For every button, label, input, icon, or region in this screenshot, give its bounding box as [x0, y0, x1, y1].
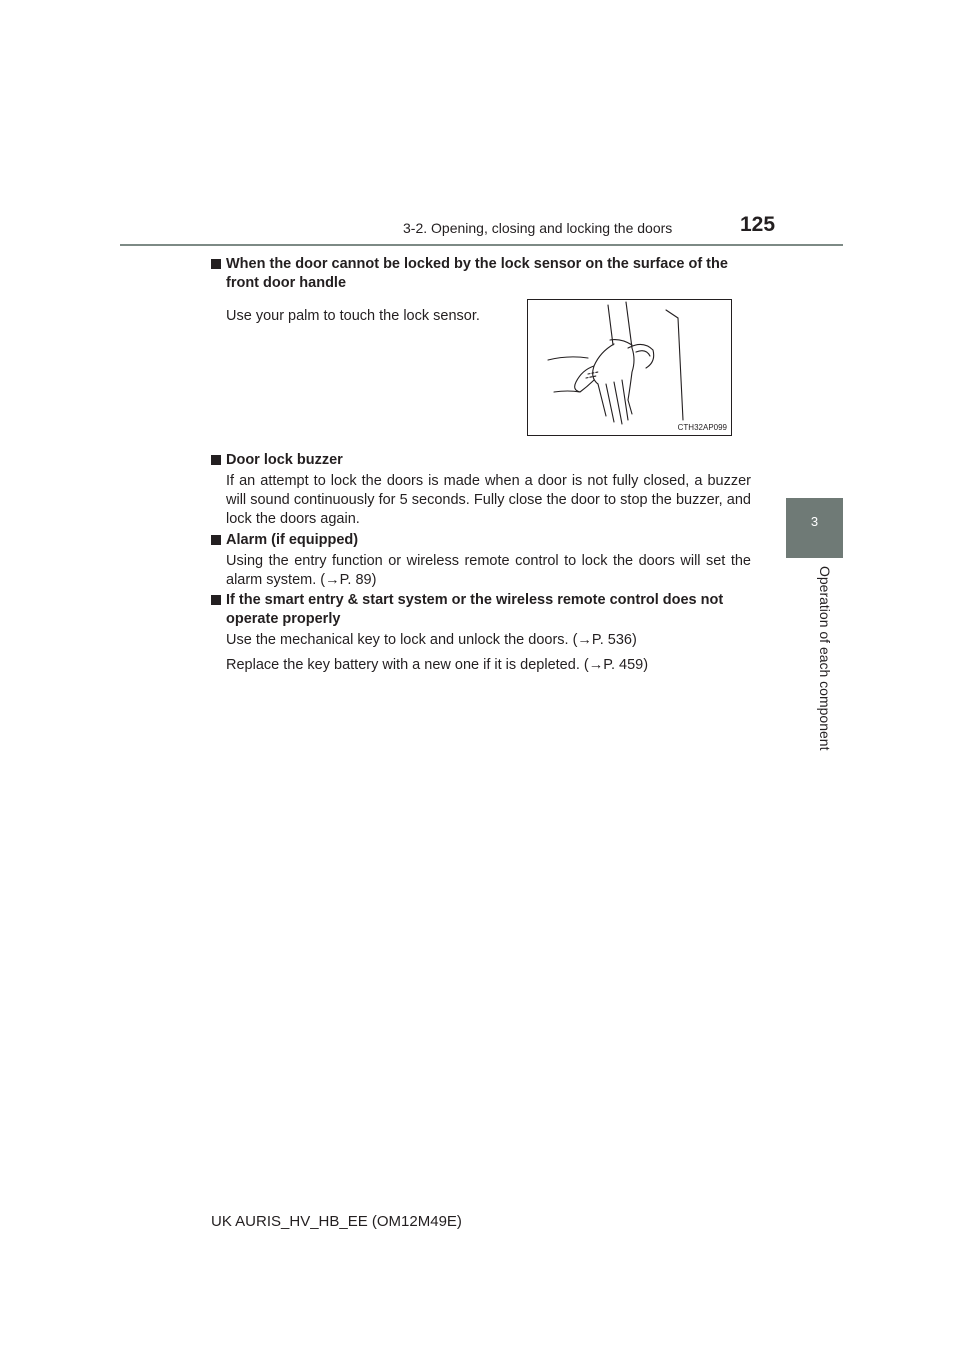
section-title-text: When the door cannot be locked by the lock sensor on the surface of the front door handle	[226, 256, 728, 291]
door-handle-figure	[527, 299, 732, 436]
running-header-title: 3-2. Opening, closing and locking the doors	[403, 220, 673, 236]
section-paragraph: Use the mechanical key to lock and unlock the doors. (→P. 536)	[226, 632, 637, 648]
chapter-label: Operation of each component	[817, 566, 833, 751]
square-bullet-icon	[211, 259, 221, 269]
hand-touching-door-handle-illustration	[528, 300, 731, 435]
page-number: 125	[740, 213, 776, 236]
section-alarm	[211, 531, 751, 590]
square-bullet-icon	[211, 455, 221, 465]
chapter-tab	[786, 498, 843, 558]
section-title	[211, 255, 756, 293]
section-smart-entry-troubleshoot	[211, 591, 751, 675]
section-title	[211, 591, 751, 629]
header-divider	[120, 244, 843, 246]
section-title-text: Alarm (if equipped)	[226, 532, 359, 548]
section-paragraph: Using the entry function or wireless remote control to lock the doors will set the alarm system. (→P. 89)	[226, 553, 751, 588]
section-title	[211, 451, 751, 470]
chapter-number: 3	[810, 514, 819, 529]
square-bullet-icon	[211, 535, 221, 545]
square-bullet-icon	[211, 595, 221, 605]
section-title-text: Door lock buzzer	[226, 452, 343, 468]
section-paragraph: Replace the key battery with a new one if it is depleted. (→P. 459)	[226, 657, 649, 673]
section-title-text: If the smart entry & start system or the wireless remote control does not operate properly	[226, 592, 724, 627]
section-title	[211, 531, 751, 550]
section-paragraph: If an attempt to lock the doors is made when a door is not fully closed, a buzzer will sound continuously for 5 seconds. Fully close the door to stop the buzzer, and lock the doors again.	[226, 473, 751, 527]
footer-model-code: UK AURIS_HV_HB_EE (OM12M49E)	[211, 1213, 462, 1230]
figure-code: CTH32AP099	[677, 423, 727, 432]
section-door-lock-buzzer	[211, 451, 751, 529]
section-paragraph: Use your palm to touch the lock sensor.	[226, 308, 480, 324]
